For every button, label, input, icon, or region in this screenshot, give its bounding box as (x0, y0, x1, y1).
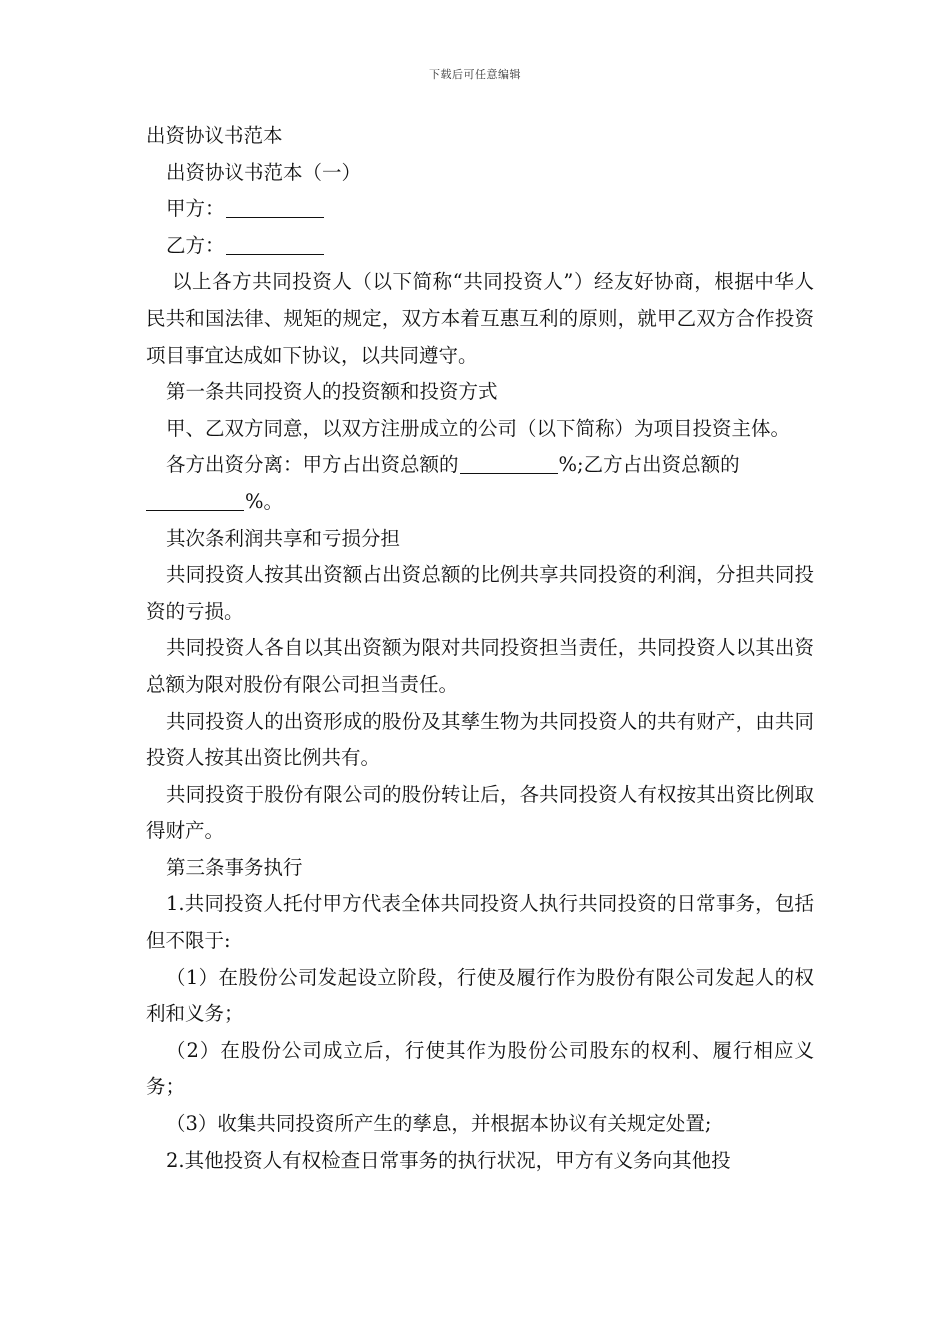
article3-item-1-sub-3: （3）收集共同投资所产生的孳息，并根据本协议有关规定处置; (166, 1112, 712, 1136)
article1-p2-part-c: %。 (245, 489, 284, 513)
article1-paragraph-1: 甲、乙双方同意，以双方注册成立的公司（以下简称）为项目投资主体。 (166, 416, 791, 440)
party-a-share-blank (460, 451, 558, 474)
article1-heading: 第一条共同投资人的投资额和投资方式 (166, 380, 498, 404)
document-subtitle: 出资协议书范本（一） (166, 160, 362, 184)
article2-paragraph-4: 共同投资于股份有限公司的股份转让后，各共同投资人有权按其出资比例取得财产。 (146, 782, 814, 843)
article2-paragraph-3: 共同投资人的出资形成的股份及其孳生物为共同投资人的共有财产，由共同投资人按其出资比例共有。 (146, 709, 814, 770)
article3-item-2: 2.其他投资人有权检查日常事务的执行状况，甲方有义务向其他投 (166, 1148, 731, 1172)
party-b-label: 乙方： (166, 233, 225, 257)
page-header-note: 下载后可任意编辑 (429, 68, 521, 81)
party-b-share-blank (146, 488, 244, 511)
party-b-blank (226, 232, 324, 255)
document-title: 出资协议书范本 (146, 124, 283, 147)
article3-item-1-sub-1: （1）在股份公司发起设立阶段，行使及履行作为股份有限公司发起人的权利和义务； (146, 965, 814, 1026)
article2-paragraph-2: 共同投资人各自以其出资额为限对共同投资担当责任，共同投资人以其出资总额为限对股份有限公司担当责任。 (146, 636, 814, 696)
article1-p2-part-a: 各方出资分离：甲方占出资总额的 (166, 453, 459, 477)
article2-paragraph-1: 共同投资人按其出资额占出资总额的比例共享共同投资的利润，分担共同投资的亏损。 (146, 563, 814, 623)
party-b-line (146, 228, 814, 265)
article1-paragraph-2 (146, 447, 814, 520)
article3-item-1-sub-2: （2）在股份公司成立后，行使其作为股份公司股东的权利、履行相应义务； (146, 1038, 814, 1099)
party-a-label: 甲方： (166, 197, 225, 221)
party-a-line (146, 191, 814, 228)
article1-p2-part-b: %;乙方占出资总额的 (558, 453, 740, 477)
intro-paragraph: 以上各方共同投资人（以下简称“共同投资人”）经友好协商，根据中华人民共和国法律、规矩的规定，双方本着互惠互利的原则，就甲乙双方合作投资项目事宜达成如下协议，以共同遵守。 (146, 270, 814, 367)
article3-heading: 第三条事务执行 (166, 855, 303, 879)
article2-heading: 其次条利润共享和亏损分担 (166, 526, 401, 550)
document-body (146, 118, 814, 1179)
article3-item-1: 1.共同投资人托付甲方代表全体共同投资人执行共同投资的日常事务，包括但不限于: (146, 892, 814, 953)
party-a-blank (226, 195, 324, 218)
